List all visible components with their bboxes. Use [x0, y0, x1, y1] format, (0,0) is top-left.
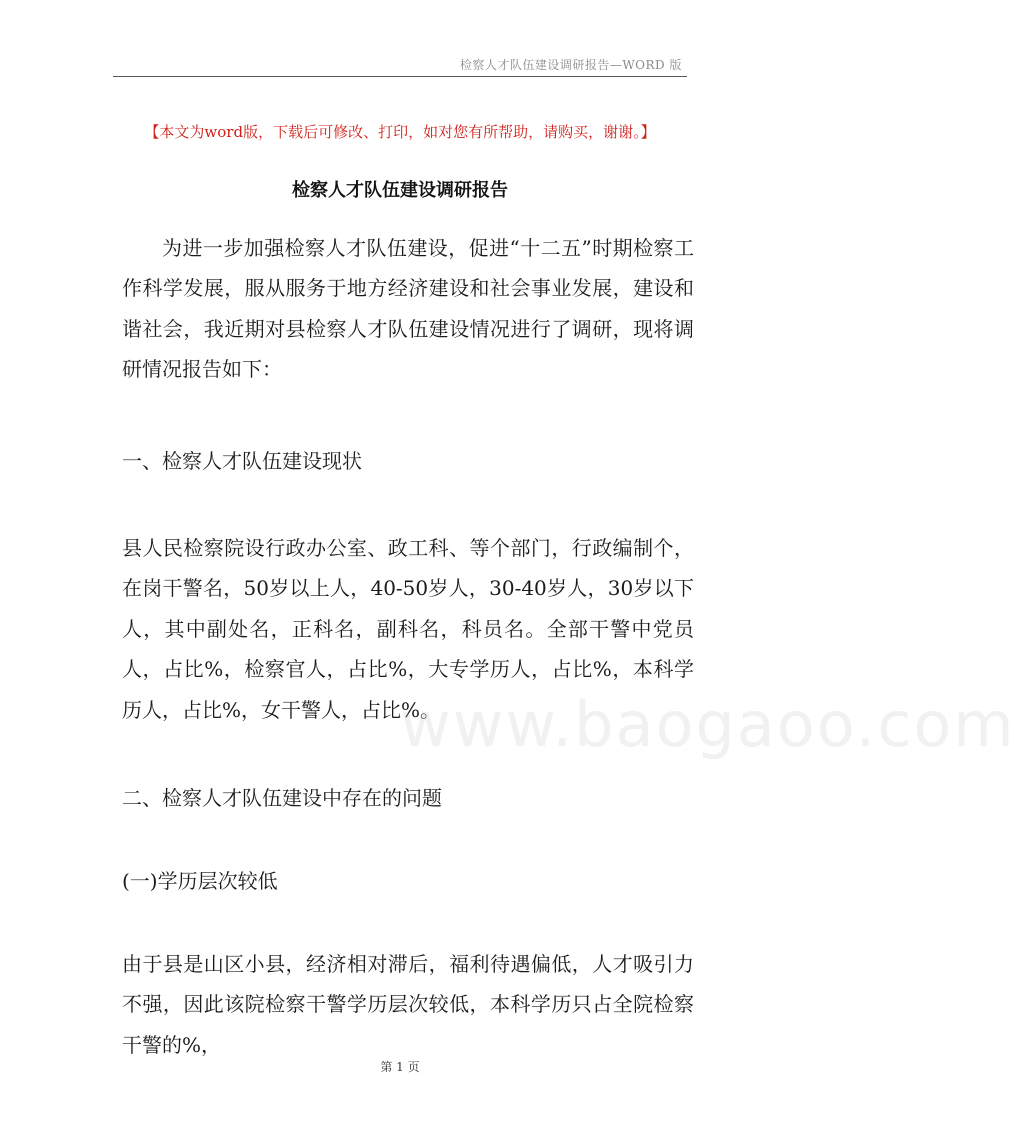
subsection-heading-education: (一)学历层次较低 [122, 869, 278, 893]
intro-paragraph: 为进一步加强检察人才队伍建设，促进“十二五”时期检察工作科学发展，服从服务于地方经济建设和社会事业发展，建设和谐社会，我近期对县检察人才队伍建设情况进行了调研，现将调研情况报告如下： [122, 236, 694, 382]
watermark: www.baogaoo.com [400, 688, 1016, 761]
section-heading-problems: 二、检察人才队伍建设中存在的问题 [122, 786, 442, 810]
running-header: 检察人才队伍建设调研报告—WORD 版 [459, 58, 682, 72]
download-notice: 【本文为word版，下载后可修改、打印，如对您有所帮助，请购买，谢谢。】 [144, 123, 656, 141]
page-number: 第 1 页 [380, 1060, 420, 1074]
section-heading-status: 一、检察人才队伍建设现状 [122, 449, 362, 473]
education-paragraph: 由于县是山区小县，经济相对滞后，福利待遇偏低，人才吸引力不强，因此该院检察干警学历层次较低，本科学历只占全院检察干警的%， [122, 952, 694, 1057]
document-title: 检察人才队伍建设调研报告 [292, 180, 508, 201]
header-divider [113, 76, 687, 77]
status-paragraph: 县人民检察院设行政办公室、政工科、等个部门，行政编制个，在岗干警名，50岁以上人，40-50岁人，30-40岁人，30岁以下人，其中副处名，正科名，副科名，科员名。全部干警中党员人，占比%，检察官人，占比%，大专学历人，占比%，本科学历人，占比%，女干警人，占比%。 [122, 536, 694, 722]
